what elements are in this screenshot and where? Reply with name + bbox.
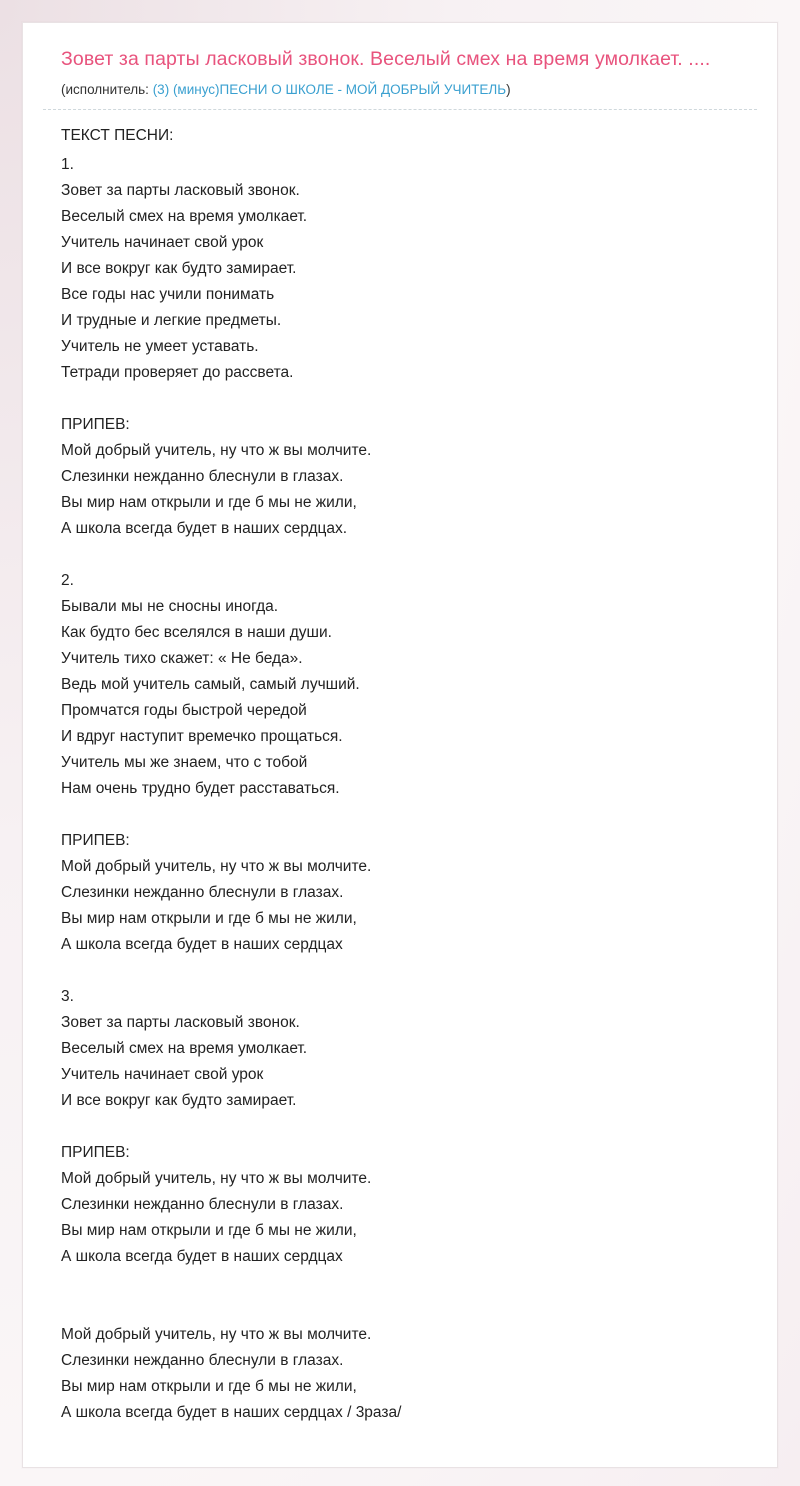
lyrics-text: 1. Зовет за парты ласковый звонок. Веселый смех на время умолкает. Учитель начинает свой урок И все вокруг как будто замирает. Все годы нас учили понимать И трудные и легкие предметы. Учитель не умеет уставать. Тетради проверяет до рассвета. ПРИПЕВ: Мой добрый учитель, ну что ж вы молчите. Слезинки нежданно блеснули в глазах. Вы мир нам открыли и где б мы не жили, А школа всегда будет в наших сердцах. 2. Бывали мы не сносны иногда. Как будто бес вселялся в наши души. Учитель тихо скажет: « Не беда». Ведь мой учитель самый, самый лучший. Промчатся годы быстрой чередой И вдруг наступит времечко прощаться. Учитель мы же знаем, что с тобой Нам очень трудно будет расставаться. ПРИПЕВ: Мой добрый учитель, ну что ж вы молчите. Слезинки нежданно блеснули в глазах. Вы мир нам открыли и где б мы не жили, А школа всегда будет в наших сердцах 3. Зовет за парты ласковый звонок. Веселый смех на время умолкает. Учитель начинает свой урок И все вокруг как будто замирает. ПРИПЕВ: Мой добрый учитель, ну что ж вы молчите. Слезинки нежданно блеснули в глазах. Вы мир нам открыли и где б мы не жили, А школа всегда будет в наших сердцах Мой добрый учитель, ну что ж вы молчите. Слезинки нежданно блеснули в глазах. Вы мир нам открыли и где б мы не жили, А школа всегда будет в наших сердцах / 3раза/ [61, 156, 402, 1421]
page-title: Зовет за парты ласковый звонок. Веселый смех на время умолкает. .... [61, 48, 711, 70]
lyrics-sheet [22, 22, 778, 1468]
performer-close-paren: ) [506, 82, 511, 97]
performer-link[interactable]: (3) (минус)ПЕСНИ О ШКОЛЕ - МОЙ ДОБРЫЙ УЧИТЕЛЬ [152, 82, 507, 97]
lyrics-heading: ТЕКСТ ПЕСНИ: [61, 127, 174, 144]
performer-label: (исполнитель: [61, 82, 153, 97]
performer-line [43, 80, 757, 110]
